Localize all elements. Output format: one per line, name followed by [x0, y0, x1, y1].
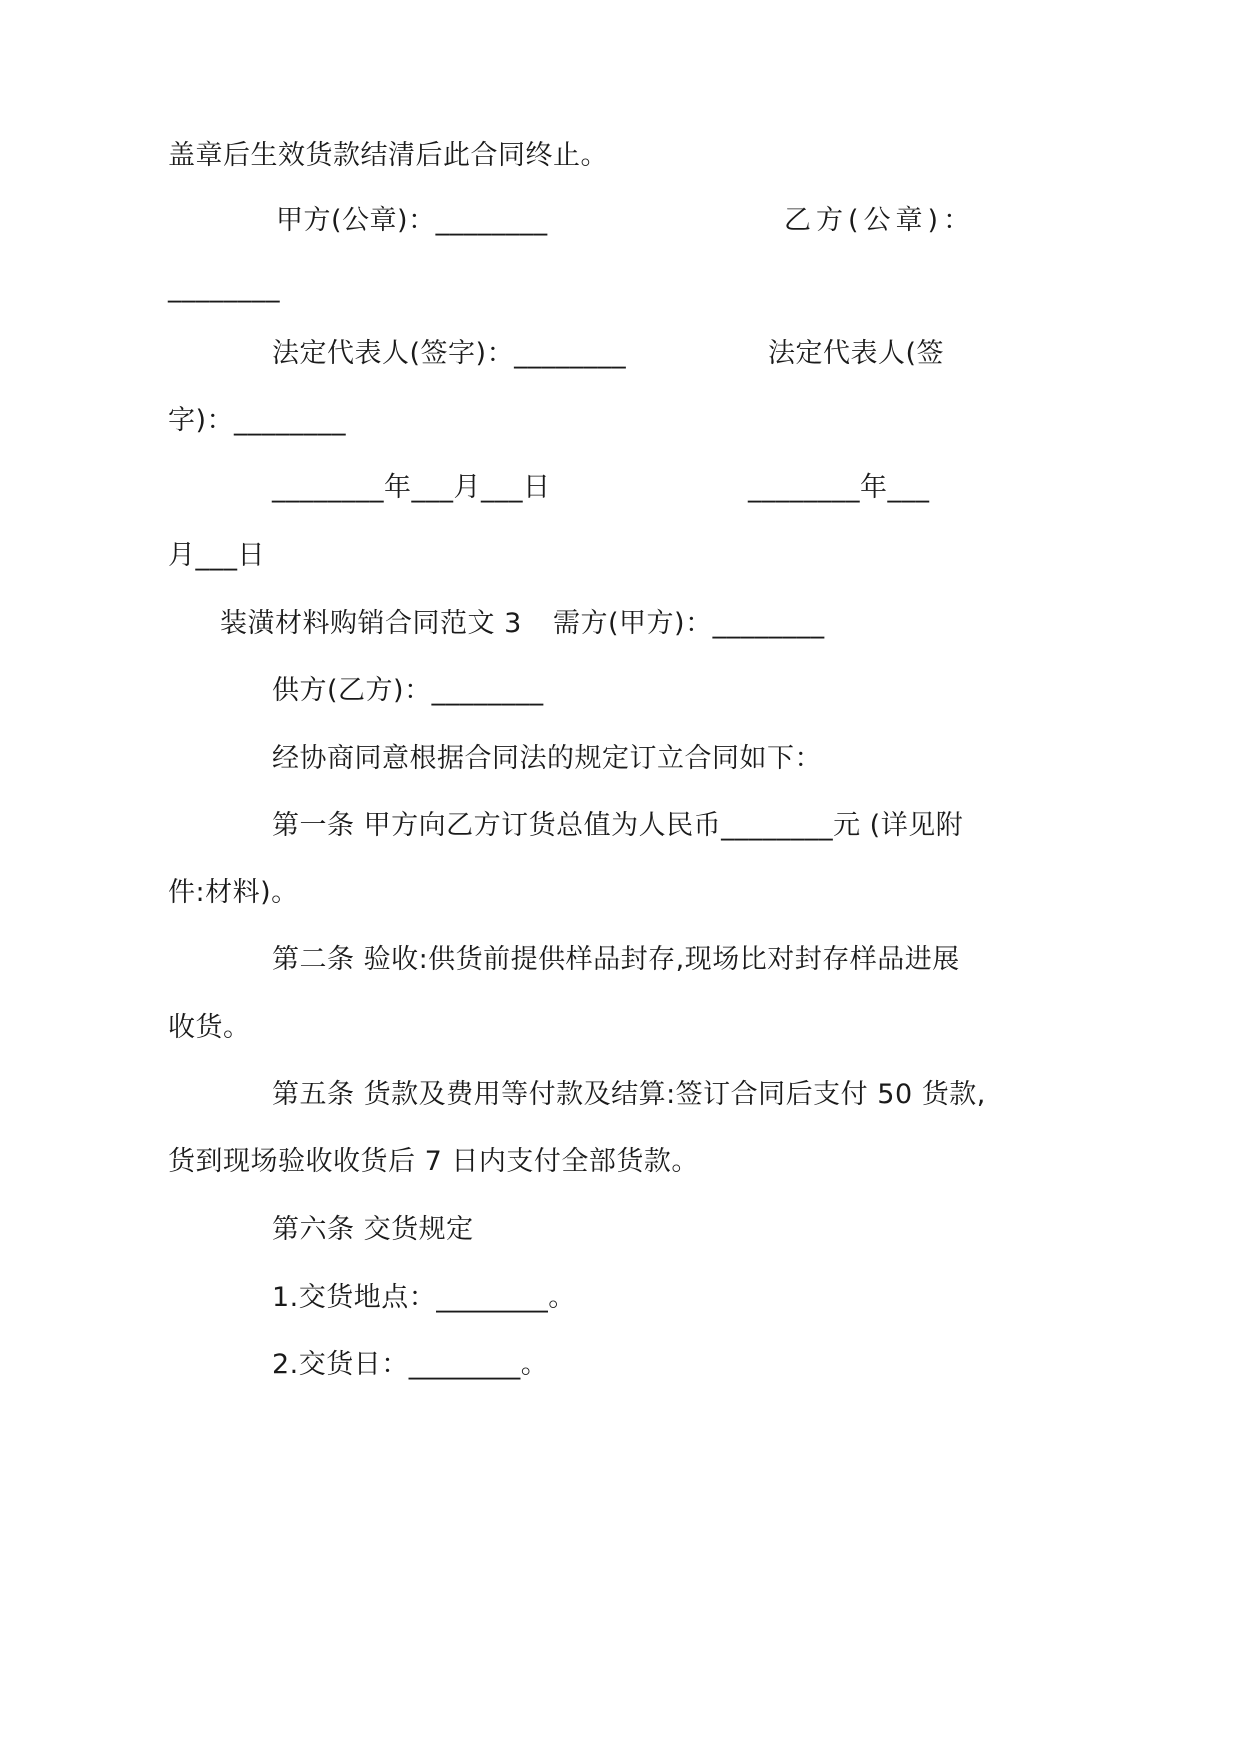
party-b-representative-blank: 字)：________: [168, 405, 347, 436]
buyer-line: 需方(甲方)：________: [553, 608, 825, 639]
party-b-representative-line: 法定代表人(签: [768, 338, 945, 369]
document-title: 装潢材料购销合同范文 3: [220, 608, 522, 639]
article-5-line: 第五条 货款及费用等付款及结算:签订合同后支付 50 货款,: [272, 1079, 986, 1110]
party-b-seal-blank: ________: [168, 272, 280, 303]
delivery-date-line: 2.交货日：________。: [272, 1349, 549, 1380]
party-b-seal-line: 乙方(公章)：: [784, 205, 976, 236]
article-2-continuation: 收货。: [168, 1012, 251, 1043]
delivery-location-line: 1.交货地点：________。: [272, 1282, 576, 1313]
party-b-date-line: ________年___: [748, 472, 930, 503]
party-a-seal-line: 甲方(公章)：________: [276, 205, 548, 236]
article-5-continuation: 货到现场验收收货后 7 日内支付全部货款。: [168, 1146, 699, 1177]
text-line: 盖章后生效货款结清后此合同终止。: [168, 140, 608, 171]
article-6-heading: 第六条 交货规定: [272, 1214, 474, 1245]
party-a-representative-line: 法定代表人(签字)：________: [272, 338, 627, 369]
article-2-line: 第二条 验收:供货前提供样品封存,现场比对封存样品进展: [272, 944, 960, 975]
party-b-date-rest: 月___日: [168, 540, 265, 571]
article-1-line: 第一条 甲方向乙方订货总值为人民币________元 (详见附: [272, 810, 964, 841]
article-1-continuation: 件:材料)。: [168, 877, 299, 908]
supplier-line: 供方(乙方)：________: [272, 675, 544, 706]
preamble-line: 经协商同意根据合同法的规定订立合同如下：: [272, 743, 822, 774]
party-a-date-line: ________年___月___日: [272, 472, 551, 503]
